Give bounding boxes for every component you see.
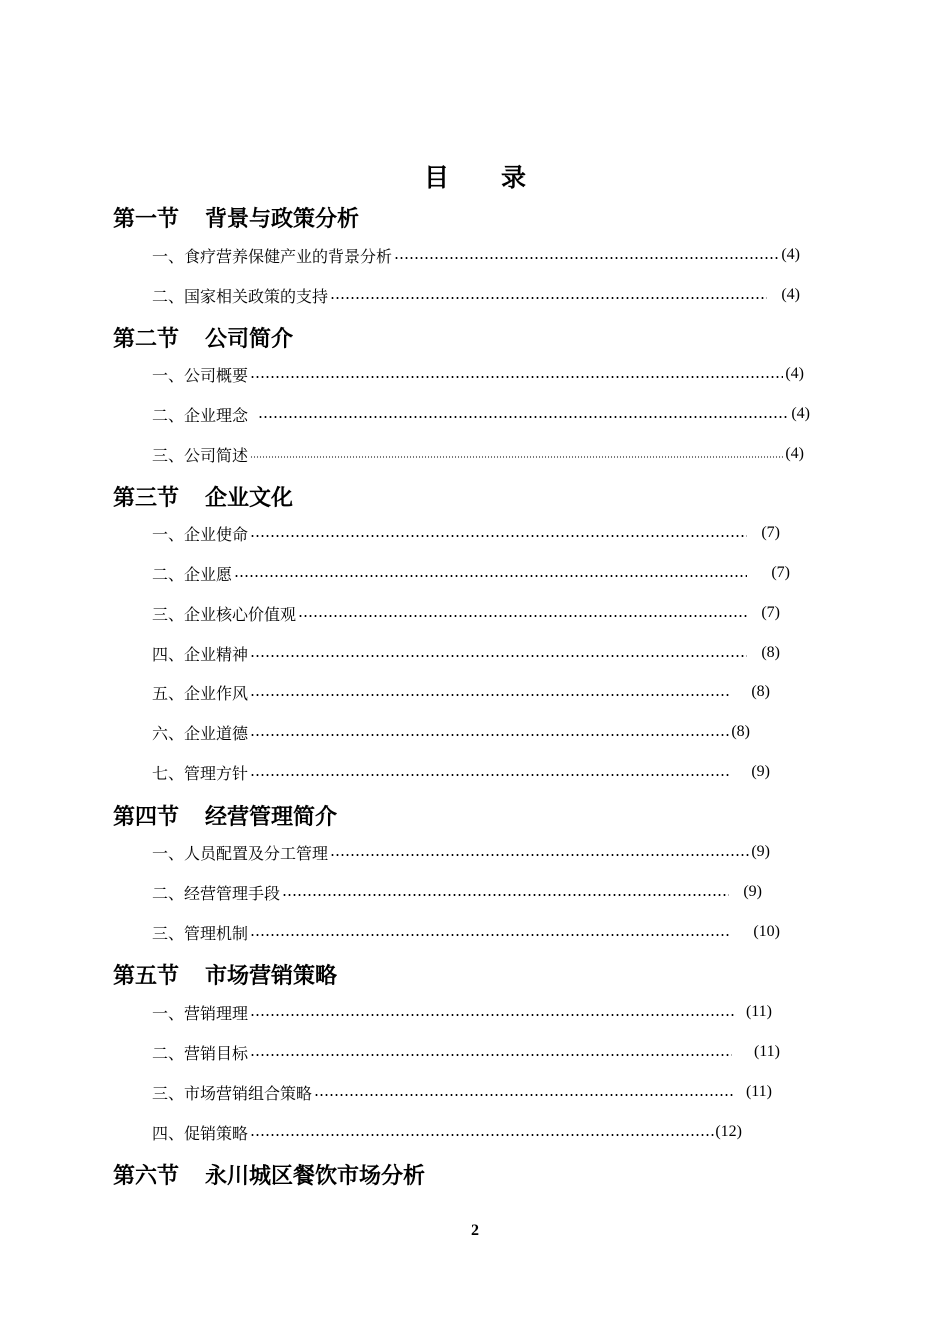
section-number: 第二节	[113, 326, 180, 352]
toc-entry[interactable]	[152, 601, 780, 625]
section-heading	[113, 322, 293, 353]
toc-entry-page: (7)	[771, 564, 790, 581]
toc-entry-label: 二、企业理念	[152, 405, 249, 425]
toc-entry-label: 一、公司概要	[152, 365, 249, 385]
dot-leader	[250, 1134, 715, 1136]
section-name: 市场营销策略	[205, 963, 338, 989]
dot-leader	[250, 934, 731, 936]
toc-entry[interactable]	[152, 680, 770, 704]
toc-entry-page: (11)	[753, 1043, 780, 1060]
toc-entry-page: (11)	[745, 1003, 772, 1020]
dot-leader	[250, 456, 783, 458]
section-number: 第五节	[113, 963, 180, 989]
section-name: 公司简介	[205, 326, 294, 352]
toc-title: 目录	[423, 163, 578, 192]
toc-entry-label: 一、营销理理	[152, 1003, 249, 1023]
dot-leader	[394, 257, 779, 259]
toc-entry[interactable]	[152, 362, 804, 386]
toc-entry-label: 二、国家相关政策的支持	[152, 286, 329, 306]
toc-entry[interactable]	[152, 641, 780, 665]
toc-entry-label: 二、营销目标	[152, 1043, 249, 1063]
section-number: 第一节	[113, 206, 180, 232]
toc-entry[interactable]	[152, 1120, 742, 1144]
dot-leader	[250, 774, 729, 776]
toc-entry-label: 一、企业使命	[152, 524, 249, 544]
dot-leader	[250, 655, 747, 657]
toc-entry[interactable]	[152, 1000, 772, 1024]
dot-leader	[250, 734, 731, 736]
toc-entry-page: (7)	[761, 604, 780, 621]
toc-entry-label: 四、促销策略	[152, 1123, 249, 1143]
toc-entry-label: 一、食疗营养保健产业的背景分析	[152, 246, 393, 266]
toc-entry-page: (4)	[785, 445, 804, 462]
toc-entry-label: 二、经营管理手段	[152, 883, 281, 903]
toc-entry-page: (4)	[781, 246, 800, 263]
toc-entry-page: (4)	[791, 405, 810, 422]
toc-entry[interactable]	[152, 521, 780, 545]
toc-entry-page: (4)	[781, 286, 800, 303]
section-heading	[113, 481, 293, 512]
toc-entry-label: 五、企业作风	[152, 683, 249, 703]
toc-entry[interactable]	[152, 760, 770, 784]
dot-leader	[282, 894, 729, 896]
section-heading	[113, 202, 359, 233]
toc-entry[interactable]	[152, 442, 804, 466]
section-number: 第四节	[113, 804, 180, 830]
toc-entry[interactable]	[152, 1080, 772, 1104]
section-number: 第三节	[113, 485, 180, 511]
toc-entry-page: (9)	[751, 843, 770, 860]
toc-entry-page: (8)	[761, 644, 780, 661]
toc-entry-page: (10)	[753, 923, 780, 940]
page-number: 2	[471, 1222, 479, 1239]
dot-leader	[234, 575, 747, 577]
section-heading	[113, 800, 337, 831]
section-name: 企业文化	[205, 485, 294, 511]
dot-leader	[250, 1014, 734, 1016]
toc-entry-page: (11)	[745, 1083, 772, 1100]
toc-entry[interactable]	[152, 402, 810, 426]
dot-leader	[314, 1094, 734, 1096]
toc-entry[interactable]	[152, 243, 800, 267]
section-name: 经营管理简介	[205, 804, 338, 830]
dot-leader	[330, 297, 767, 299]
toc-entry[interactable]	[152, 283, 800, 307]
dot-leader	[258, 416, 789, 418]
toc-entry-page: (9)	[743, 883, 762, 900]
toc-entry-page: (8)	[751, 683, 770, 700]
section-name: 背景与政策分析	[205, 206, 360, 232]
section-heading	[113, 1159, 425, 1190]
section-number: 第六节	[113, 1163, 180, 1189]
section-heading	[113, 959, 337, 990]
toc-entry-page: (4)	[785, 365, 804, 382]
toc-entry-label: 六、企业道德	[152, 723, 249, 743]
toc-entry-label: 四、企业精神	[152, 644, 249, 664]
toc-entry-label: 三、市场营销组合策略	[152, 1083, 313, 1103]
toc-entry-label: 三、企业核心价值观	[152, 604, 297, 624]
toc-entry-label: 一、人员配置及分工管理	[152, 843, 329, 863]
toc-entry-page: (7)	[761, 524, 780, 541]
toc-entry[interactable]	[152, 1040, 780, 1064]
dot-leader	[250, 1054, 732, 1056]
toc-entry-label: 七、管理方针	[152, 763, 249, 783]
toc-entry-page: (12)	[715, 1123, 742, 1140]
dot-leader	[250, 535, 747, 537]
toc-entry-label: 三、公司简述	[152, 445, 249, 465]
dot-leader	[250, 694, 729, 696]
dot-leader	[250, 376, 783, 378]
toc-entry-page: (8)	[731, 723, 750, 740]
toc-entry[interactable]	[152, 880, 762, 904]
section-name: 永川城区餐饮市场分析	[205, 1163, 426, 1189]
toc-entry-label: 三、管理机制	[152, 923, 249, 943]
toc-entry[interactable]	[152, 561, 790, 585]
toc-entry-page: (9)	[751, 763, 770, 780]
toc-entry-label: 二、企业愿	[152, 564, 233, 584]
dot-leader	[298, 615, 747, 617]
toc-entry[interactable]	[152, 920, 780, 944]
toc-entry[interactable]	[152, 720, 750, 744]
dot-leader	[330, 854, 751, 856]
toc-entry[interactable]	[152, 840, 770, 864]
